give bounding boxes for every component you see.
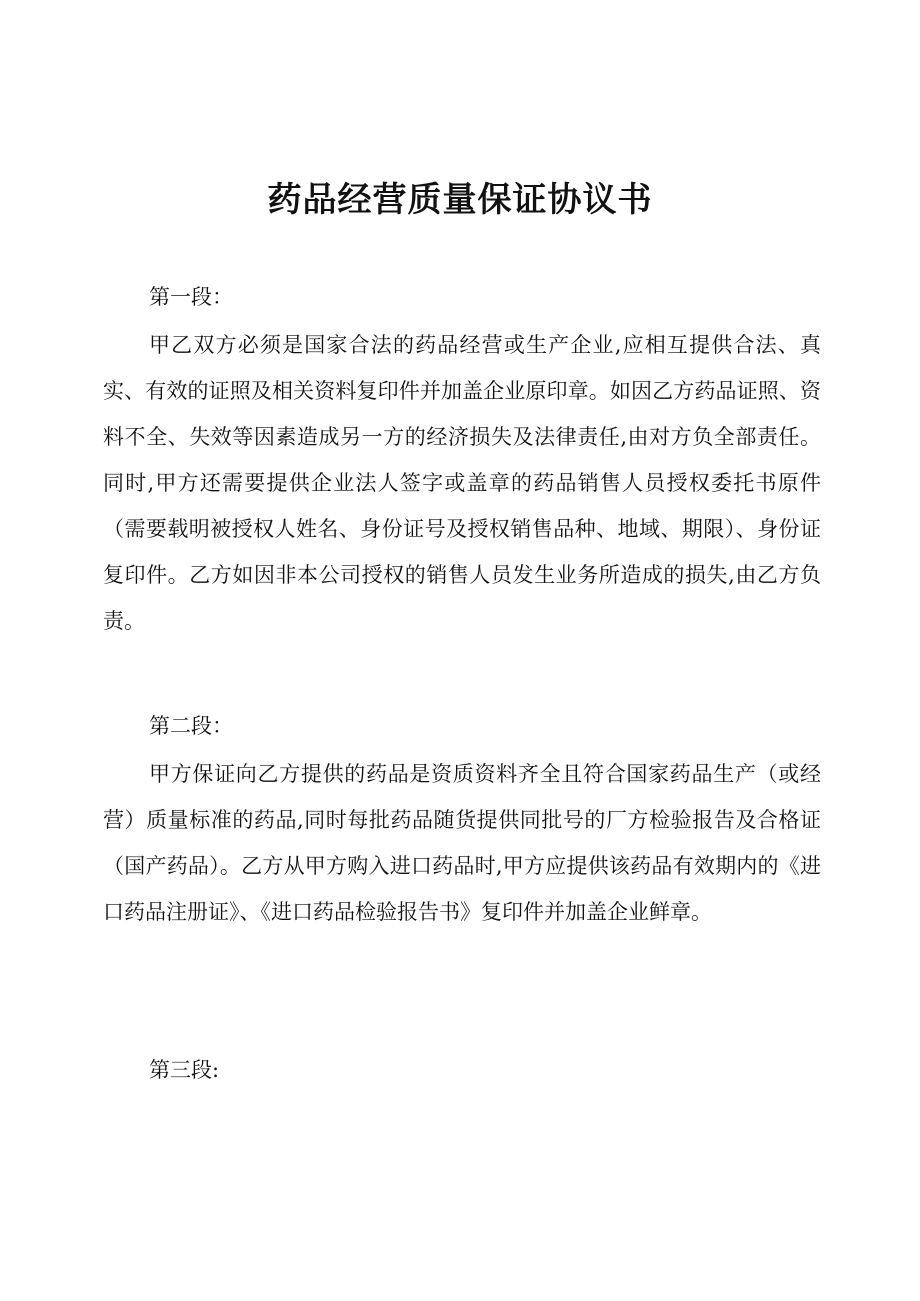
section-2 <box>103 711 821 935</box>
section-heading: 第三段: <box>149 1058 220 1082</box>
section-heading: 第二段： <box>149 714 233 738</box>
section-paragraph: 甲乙双方必须是国家合法的药品经营或生产企业,应相互提供合法、真实、有效的证照及相关资料复印件并加盖企业原印章。如因乙方药品证照、资料不全、失效等因素造成另一方的经济损失及法律责任,由对方负全部责任。同时,甲方还需要提供企业法人签字或盖章的药品销售人员授权委托书原件（需要载明被授权人姓名、身份证号及授权销售品种、地域、期限）、身份证复印件。乙方如因非本公司授权的销售人员发生业务所造成的损失,由乙方负责。 <box>103 333 821 633</box>
section-paragraph: 甲方保证向乙方提供的药品是资质资料齐全且符合国家药品生产（或经营）质量标准的药品,同时每批药品随货提供同批号的厂方检验报告及合格证（国产药品）。乙方从甲方购入进口药品时,甲方应提供该药品有效期内的《进口药品注册证》、《进口药品检验报告书》复印件并加盖企业鲜章。 <box>103 762 821 924</box>
document-title: 药品经营质量保证协议书 <box>267 180 653 220</box>
section-3 <box>103 1055 821 1085</box>
section-1 <box>103 282 821 644</box>
section-heading: 第一段： <box>149 285 233 309</box>
